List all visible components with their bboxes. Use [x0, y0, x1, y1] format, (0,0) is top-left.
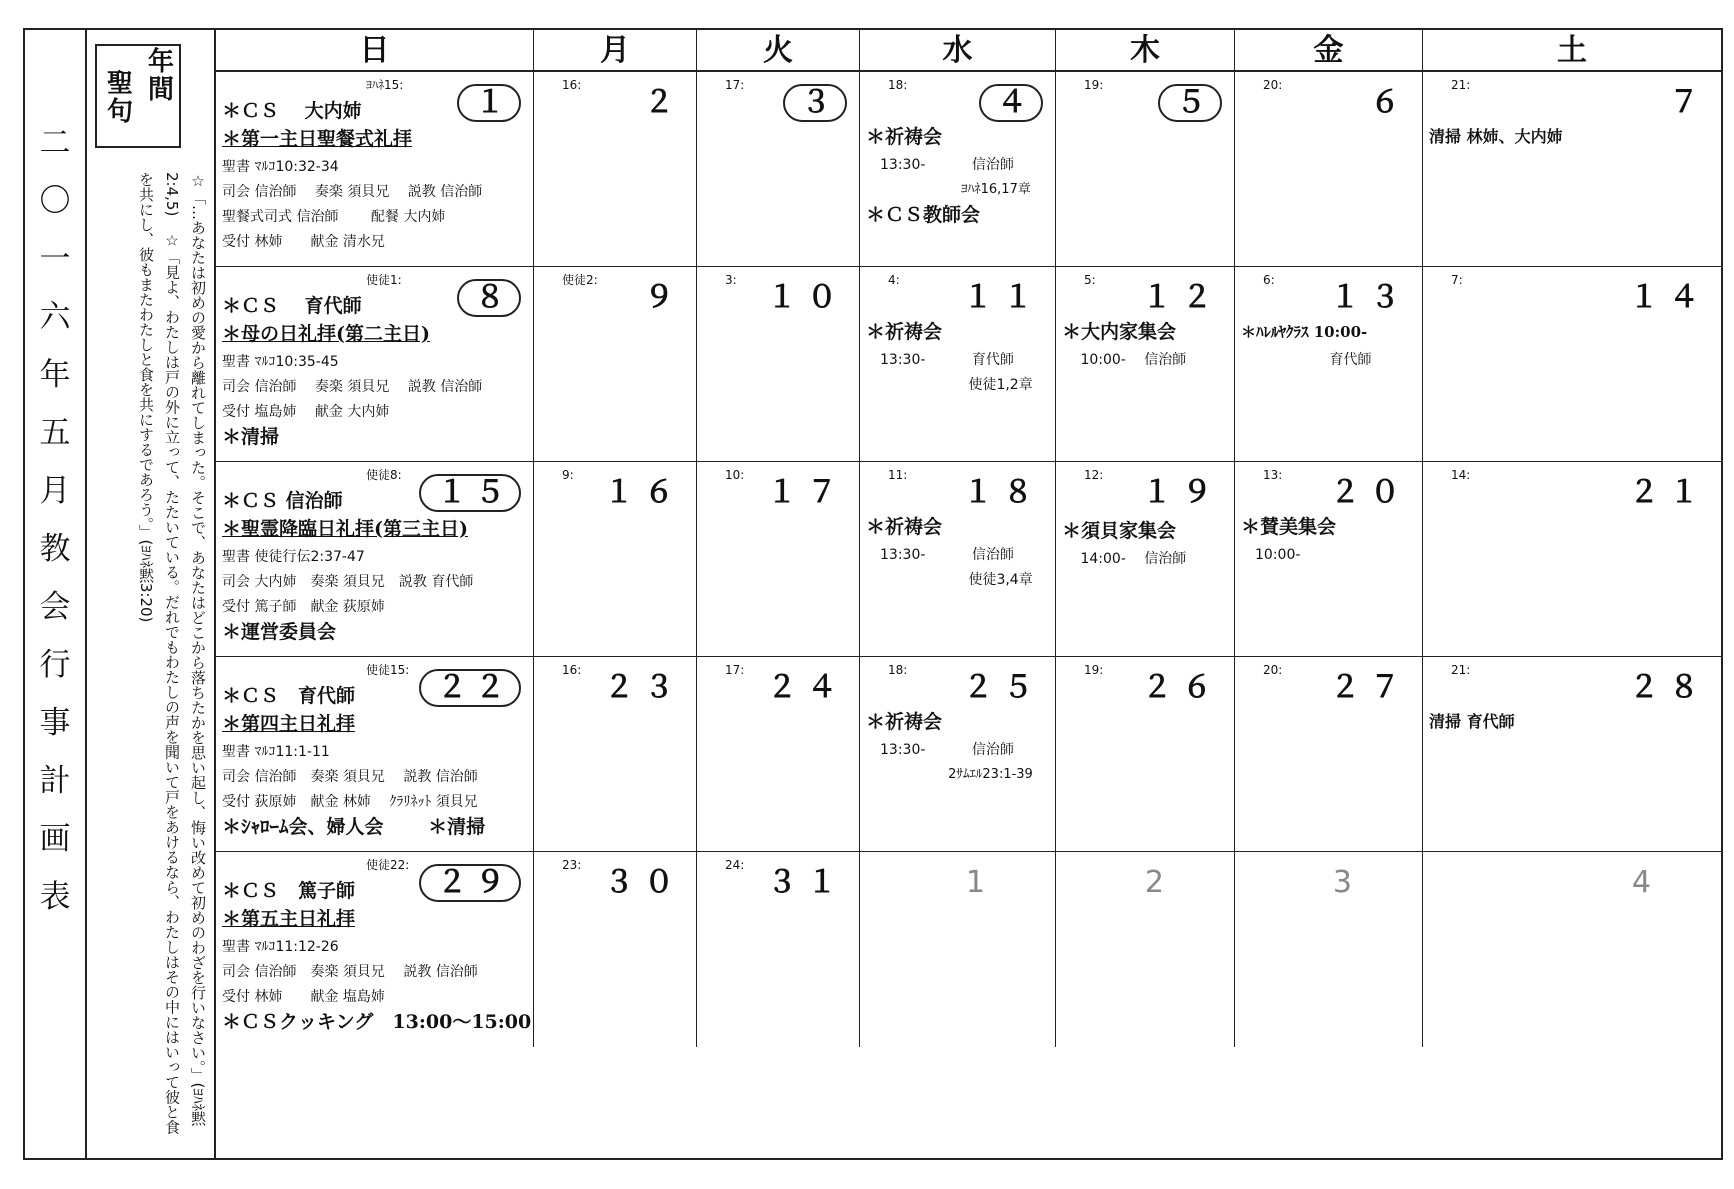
day-cell: [697, 72, 860, 267]
event-line: ﾖﾊﾈ16,17章: [866, 182, 1031, 197]
event-line: 育代師: [1241, 352, 1372, 368]
event-line: 使徒3,4章: [866, 572, 1033, 588]
event-line: 聖書 ﾏﾙｺ10:35-45: [222, 354, 339, 370]
bible-reading-ref: 9:: [562, 468, 574, 482]
day-cell: [1235, 657, 1423, 852]
bible-reading-ref: 7:: [1451, 273, 1463, 287]
event-line: ＊賛美集会: [1241, 516, 1337, 538]
day-cell: [1056, 852, 1235, 1047]
title-char: 画: [39, 821, 71, 857]
calendar-title: [25, 30, 87, 1158]
day-number: ８: [457, 279, 521, 317]
bible-reading-ref: 17:: [725, 78, 745, 92]
annual-verse-label: [95, 44, 181, 148]
bible-reading-ref: 16:: [562, 78, 582, 92]
event-line: 14:00- 信治師: [1062, 551, 1187, 567]
day-cell: [1423, 657, 1721, 852]
event-line: 聖書 ﾏﾙｺ11:12-26: [222, 939, 339, 955]
day-cell: [216, 267, 534, 462]
day-number: １５: [419, 474, 521, 512]
day-cell: [860, 462, 1056, 657]
weekday-header: 日: [216, 30, 534, 72]
event-line: ＊祈祷会: [866, 711, 943, 733]
bible-reading-ref: 20:: [1263, 78, 1283, 92]
title-char: 会: [39, 589, 71, 625]
bible-reading-ref: 14:: [1451, 468, 1471, 482]
event-line: 10:00- 信治師: [1062, 352, 1187, 368]
day-number: 3: [1332, 865, 1362, 900]
event-line: 司会 信治師 奏楽 須貝兄 説教 信治師: [222, 769, 478, 785]
bible-reading-ref: 21:: [1451, 663, 1471, 677]
bible-reading-ref: 10:: [725, 468, 745, 482]
day-number: １７: [767, 475, 847, 510]
day-cell: [1235, 267, 1423, 462]
event-line: ＊須貝家集会: [1062, 520, 1177, 542]
bible-reading-ref: 13:: [1263, 468, 1283, 482]
event-line: 13:30- 信治師: [866, 157, 1014, 173]
event-line: ＊ﾊﾚﾙﾔｸﾗｽ 10:00-: [1241, 323, 1368, 341]
bible-reading-ref: 21:: [1451, 78, 1471, 92]
event-line: 受付 荻原姉 献金 林姉 ｸﾗﾘﾈｯﾄ 須貝兄: [222, 794, 478, 810]
title-char: 月: [39, 473, 71, 509]
title-char: 表: [39, 879, 71, 915]
day-cell: [1423, 267, 1721, 462]
bible-reading-ref: 使徒15:: [366, 663, 410, 677]
day-number: １０: [767, 280, 847, 315]
day-cell: [1235, 72, 1423, 267]
bible-reading-ref: 19:: [1084, 78, 1104, 92]
bible-reading-ref: 使徒1:: [366, 273, 402, 287]
bible-reading-ref: 24:: [725, 858, 745, 872]
event-line: ＊大内家集会: [1062, 321, 1177, 343]
day-number: ２８: [1629, 670, 1709, 705]
day-number: ２: [644, 85, 684, 120]
weekday-header: 火: [697, 30, 860, 72]
event-line: 司会 信治師 奏楽 須貝兄 説教 信治師: [222, 184, 483, 200]
day-cell: [697, 657, 860, 852]
day-number: １１: [963, 280, 1043, 315]
event-line: 13:30- 信治師: [866, 547, 1014, 563]
event-line: 清掃 林姉、大内姉: [1429, 127, 1563, 146]
day-cell: [216, 657, 534, 852]
weekday-header: 水: [860, 30, 1056, 72]
event-line: 受付 林姉 献金 塩島姉: [222, 989, 385, 1005]
day-number: ９: [644, 280, 684, 315]
day-number: ６: [1370, 85, 1410, 120]
day-number: １８: [963, 475, 1043, 510]
annual-verse-text: ☆「…あなたは初めの愛から離れてしまった。そこで、あなたはどこから落ちたかを思い起し、悔い改めて初めのわざを行いなさい。」(ﾖﾊﾈ黙2:4,5) ☆「見よ、わたしは戸の外に立って、たたいている。だれでもわたしの声を聞いて戸をあけるなら、わたしはその中にはいって彼と食を共にし、彼もまたわたしと食を共にするであろう。」(ﾖﾊﾈ黙3:20): [137, 172, 207, 1135]
annual-verse-column: [87, 30, 216, 1158]
verse-label-line1: 年間: [148, 47, 175, 105]
day-number: １９: [1142, 475, 1222, 510]
bible-reading-ref: 17:: [725, 663, 745, 677]
event-line: 2ｻﾑｴﾙ23:1-39: [866, 767, 1033, 782]
day-number: 2: [1144, 865, 1174, 900]
title-char: 教: [39, 531, 71, 567]
title-char: 計: [39, 763, 71, 799]
day-number: ２３: [604, 670, 684, 705]
day-cell: [1056, 657, 1235, 852]
day-cell: [216, 462, 534, 657]
day-number: １２: [1142, 280, 1222, 315]
bible-reading-ref: ﾖﾊﾈ15:: [366, 78, 404, 92]
event-line: ＊第四主日礼拝: [222, 713, 356, 735]
day-number: 4: [1631, 865, 1661, 900]
day-number: ２７: [1330, 670, 1410, 705]
bible-reading-ref: 18:: [888, 663, 908, 677]
day-number: ３０: [604, 865, 684, 900]
title-char: 行: [39, 647, 71, 683]
event-line: 清掃 育代師: [1429, 712, 1515, 731]
day-cell: [1056, 462, 1235, 657]
day-cell: [534, 657, 697, 852]
event-line: 10:00-: [1241, 547, 1301, 563]
day-cell: [1235, 852, 1423, 1047]
day-cell: [1423, 462, 1721, 657]
event-line: ＊運営委員会: [222, 621, 337, 643]
title-char: 六: [39, 299, 71, 335]
event-line: ＊ｼｬﾛｰﾑ会、婦人会 ＊清掃: [222, 816, 486, 838]
event-line: ＊祈祷会: [866, 126, 943, 148]
day-number: ３１: [767, 865, 847, 900]
event-line: ＊ＣＳ 篤子師: [222, 880, 356, 902]
event-line: 受付 林姉 献金 清水兄: [222, 234, 385, 250]
event-line: ＊ＣＳクッキング 13:00～15:00: [222, 1011, 532, 1033]
bible-reading-ref: 19:: [1084, 663, 1104, 677]
bible-reading-ref: 5:: [1084, 273, 1096, 287]
event-line: ＊祈祷会: [866, 321, 943, 343]
event-line: ＊母の日礼拝(第二主日): [222, 323, 430, 345]
day-number: ２６: [1142, 670, 1222, 705]
event-line: 司会 信治師 奏楽 須貝兄 説教 信治師: [222, 964, 478, 980]
bible-reading-ref: 16:: [562, 663, 582, 677]
title-char: 二: [39, 125, 71, 161]
day-number: ２１: [1629, 475, 1709, 510]
bible-reading-ref: 4:: [888, 273, 900, 287]
weekday-header: 木: [1056, 30, 1235, 72]
verse-label-line2: 聖句: [107, 69, 134, 127]
day-cell: [534, 852, 697, 1047]
day-cell: [534, 462, 697, 657]
day-number: １６: [604, 475, 684, 510]
day-number: １３: [1330, 280, 1410, 315]
day-number: 1: [965, 865, 995, 900]
title-char: 五: [39, 415, 71, 451]
event-line: ＊ＣＳ 大内姉: [222, 100, 362, 122]
event-line: 13:30- 信治師: [866, 742, 1014, 758]
day-cell: [216, 852, 534, 1047]
title-char: 〇: [39, 183, 71, 219]
title-char: 一: [39, 241, 71, 277]
event-line: 受付 塩島姉 献金 大内姉: [222, 404, 390, 420]
day-cell: [1056, 267, 1235, 462]
day-cell: [860, 657, 1056, 852]
weekday-header: 金: [1235, 30, 1423, 72]
day-cell: [1056, 72, 1235, 267]
day-cell: [860, 852, 1056, 1047]
bible-reading-ref: 12:: [1084, 468, 1104, 482]
day-cell: [860, 267, 1056, 462]
day-cell: [697, 852, 860, 1047]
event-line: 受付 篤子師 献金 荻原姉: [222, 599, 385, 615]
calendar-sheet: [23, 28, 1723, 1160]
event-line: 13:30- 育代師: [866, 352, 1014, 368]
day-number: ２９: [419, 864, 521, 902]
day-number: ２２: [419, 669, 521, 707]
title-char: 年: [39, 357, 71, 393]
weekday-header: 月: [534, 30, 697, 72]
day-cell: [534, 72, 697, 267]
event-line: ＊聖霊降臨日礼拝(第三主日): [222, 518, 468, 540]
bible-reading-ref: 20:: [1263, 663, 1283, 677]
event-line: 司会 大内姉 奏楽 須貝兄 説教 育代師: [222, 574, 474, 590]
bible-reading-ref: 18:: [888, 78, 908, 92]
day-number: ４: [979, 84, 1043, 122]
bible-reading-ref: 23:: [562, 858, 582, 872]
title-char: 事: [39, 705, 71, 741]
bible-reading-ref: 使徒22:: [366, 858, 410, 872]
weekday-header: 土: [1423, 30, 1721, 72]
day-number: ２０: [1330, 475, 1410, 510]
day-cell: [216, 72, 534, 267]
event-line: ＊ＣＳ 育代師: [222, 685, 356, 707]
bible-reading-ref: 11:: [888, 468, 908, 482]
event-line: 聖書 ﾏﾙｺ11:1-11: [222, 744, 330, 760]
day-number: １４: [1629, 280, 1709, 315]
event-line: 聖書 使徒行伝2:37-47: [222, 549, 365, 565]
bible-reading-ref: 3:: [725, 273, 737, 287]
day-number: ２４: [767, 670, 847, 705]
day-number: ７: [1669, 85, 1709, 120]
event-line: ＊第一主日聖餐式礼拝: [222, 128, 413, 150]
event-line: ＊ＣＳ 信治師: [222, 490, 343, 512]
bible-reading-ref: 6:: [1263, 273, 1275, 287]
day-cell: [1235, 462, 1423, 657]
bible-reading-ref: 使徒2:: [562, 273, 598, 287]
event-line: ＊祈祷会: [866, 516, 943, 538]
day-number: ２５: [963, 670, 1043, 705]
event-line: ＊ＣＳ 育代師: [222, 295, 362, 317]
event-line: 司会 信治師 奏楽 須貝兄 説教 信治師: [222, 379, 483, 395]
day-number: ５: [1158, 84, 1222, 122]
event-line: 使徒1,2章: [866, 377, 1033, 393]
event-line: 聖書 ﾏﾙｺ10:32-34: [222, 159, 339, 175]
event-line: 聖餐式司式 信治師 配餐 大内姉: [222, 209, 446, 225]
event-line: ＊ＣＳ教師会: [866, 204, 981, 226]
event-line: ＊清掃: [222, 426, 280, 448]
day-cell: [1423, 852, 1721, 1047]
day-cell: [697, 267, 860, 462]
day-number: ３: [783, 84, 847, 122]
bible-reading-ref: 使徒8:: [366, 468, 402, 482]
day-number: １: [457, 84, 521, 122]
event-line: ＊第五主日礼拝: [222, 908, 356, 930]
day-cell: [1423, 72, 1721, 267]
day-cell: [860, 72, 1056, 267]
day-cell: [534, 267, 697, 462]
day-cell: [697, 462, 860, 657]
calendar-grid: [216, 30, 1721, 1158]
